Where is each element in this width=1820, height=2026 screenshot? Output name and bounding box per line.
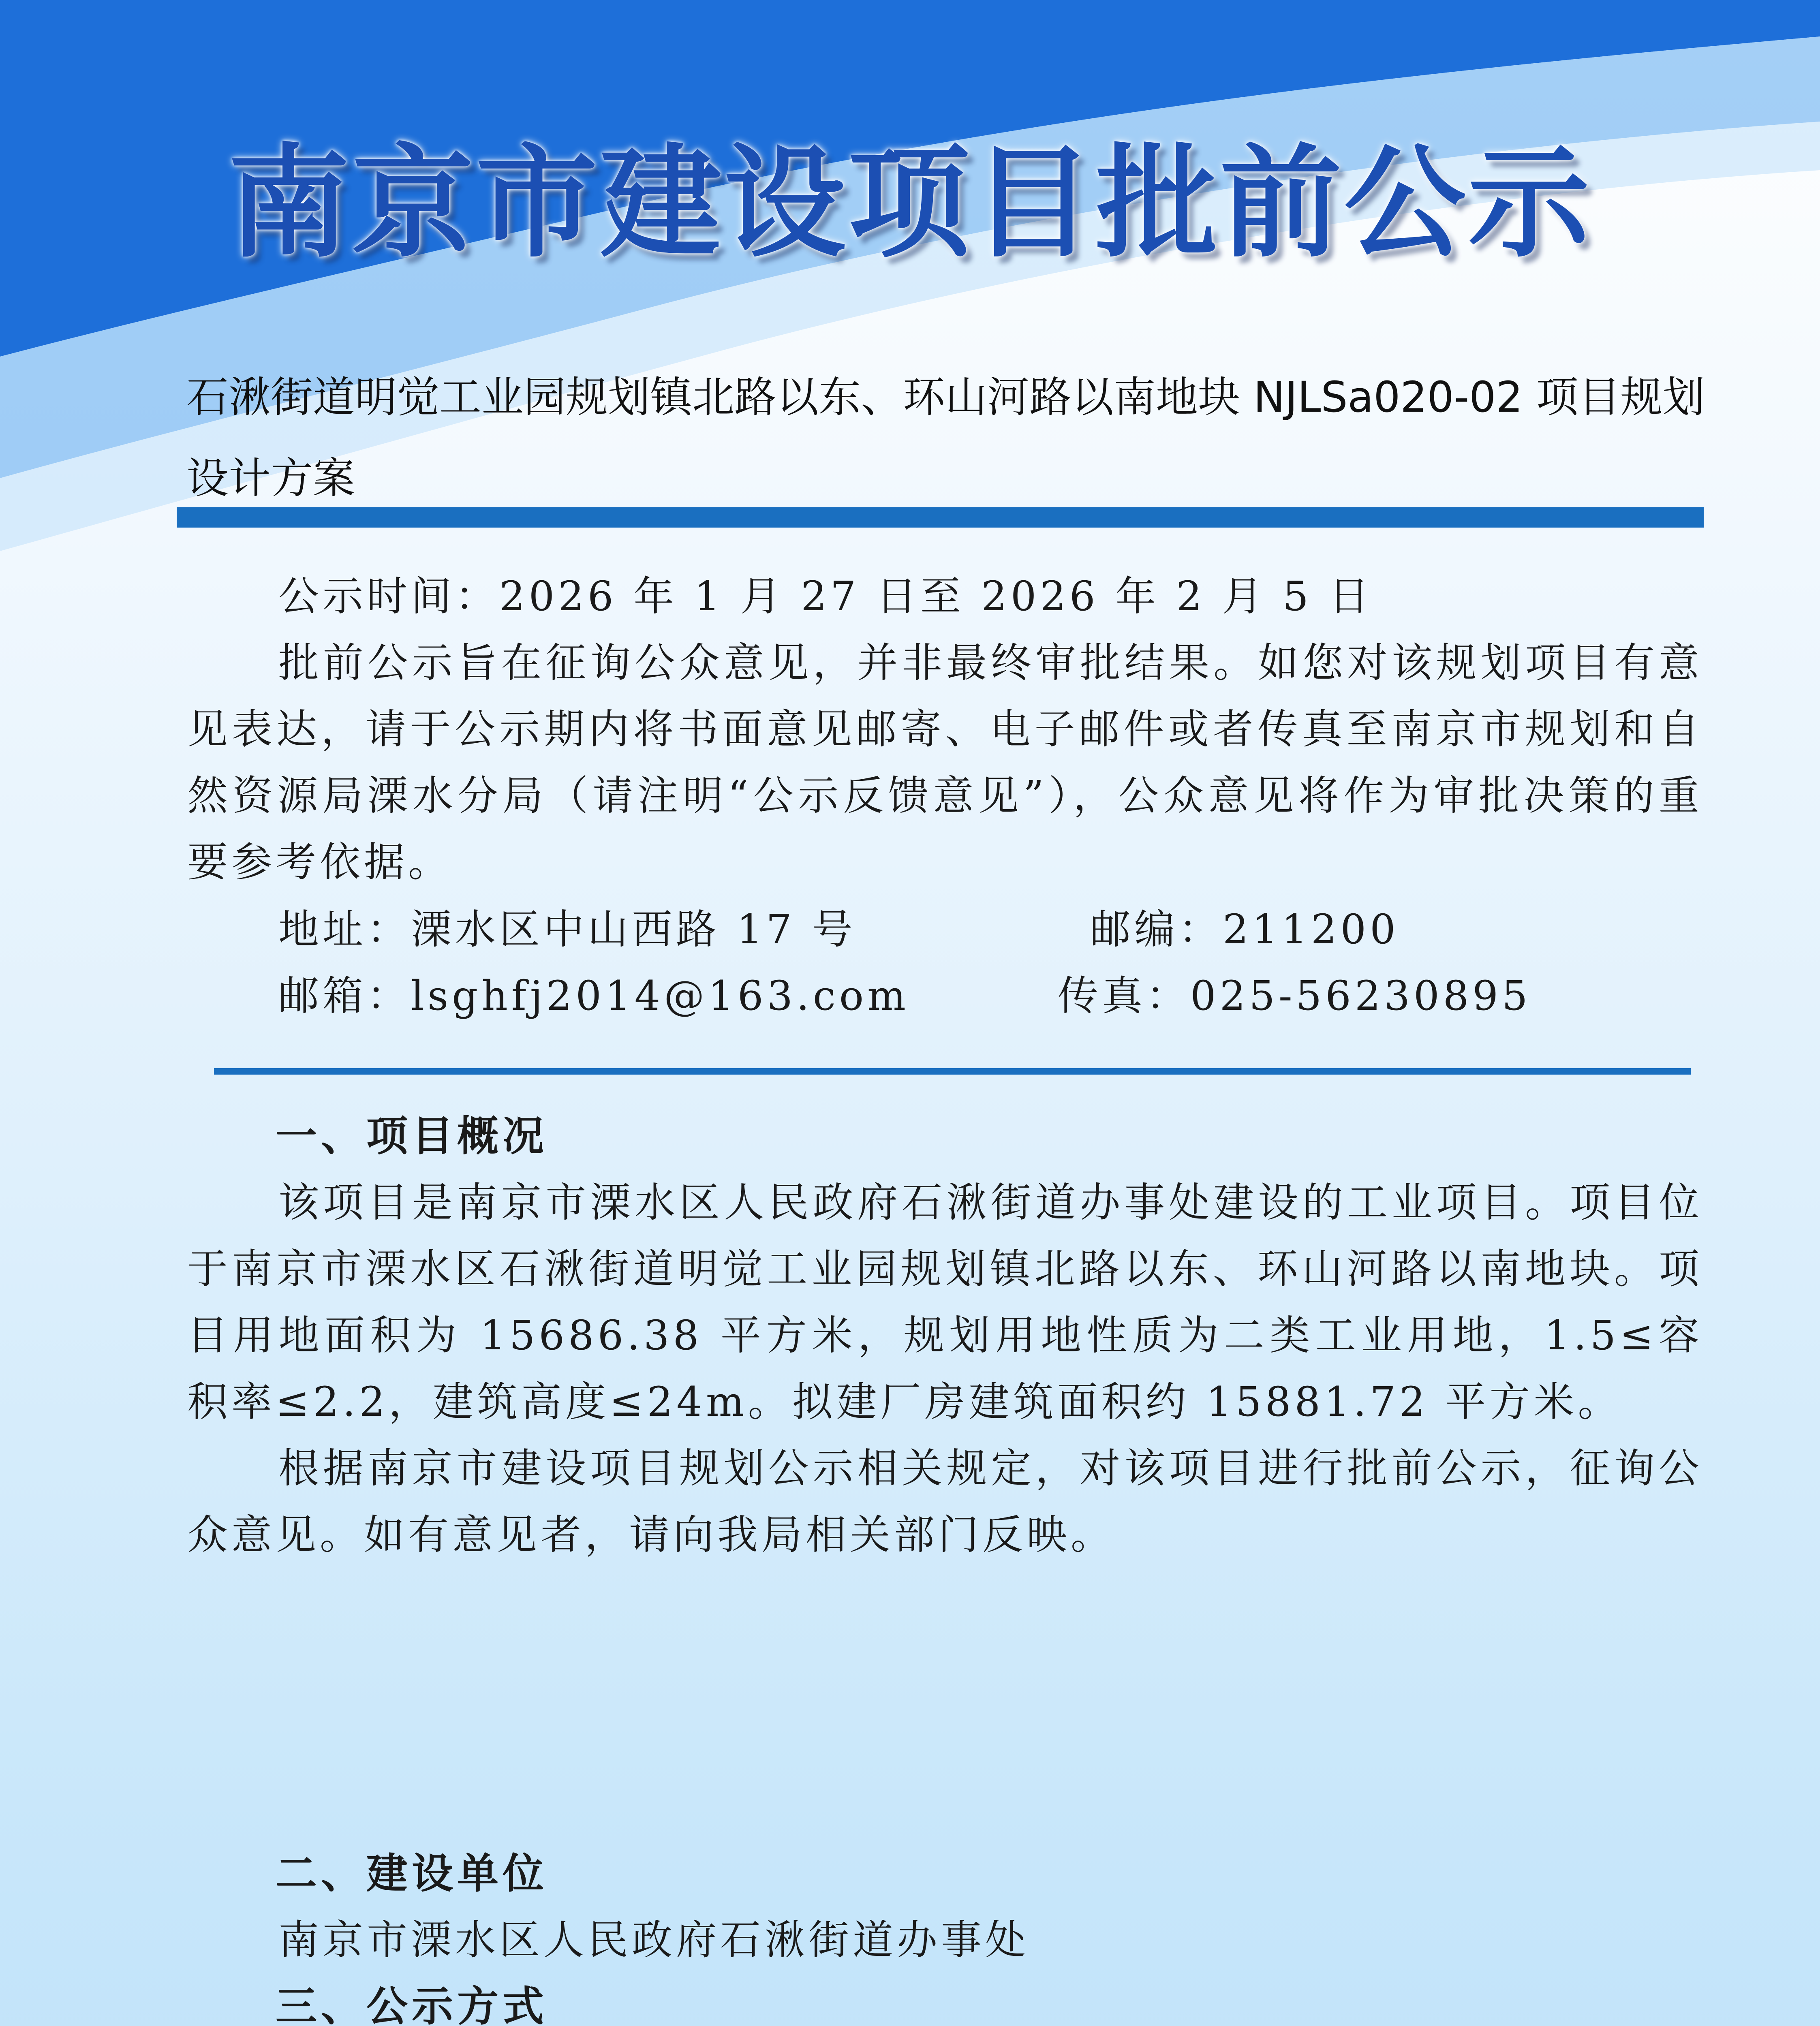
contact-email[interactable]: 邮箱：lsghfj2014@163.com [278,972,909,1019]
section-heading-overview: 一、项目概况 [276,1112,548,1160]
notice-title: 南京市建设项目批前公示 [228,131,1592,274]
overview-paragraph-2: 根据南京市建设项目规划公示相关规定，对该项目进行批前公示，征询公众意见。如有意见者，请向我局相关部门反映。 [187,1445,1703,1558]
contact-postcode: 邮编：211200 [1090,906,1399,953]
contact-divider [214,1068,1691,1075]
notice-purpose: 批前公示旨在征询公众意见，并非最终审批结果。如您对该规划项目有意见表达，请于公示期内将书面意见邮寄、电子邮件或者传真至南京市规划和自然资源局溧水分局（请注明“公示反馈意见”），公众意见将作为审批决策的重要参考依据。 [187,639,1703,886]
builder-name: 南京市溧水区人民政府石湫街道办事处 [278,1916,1029,1964]
overview-paragraph-1: 该项目是南京市溧水区人民政府石湫街道办事处建设的工业项目。项目位于南京市溧水区石湫街道明觉工业园规划镇北路以东、环山河路以南地块。项目用地面积为 15686.38 平方米，规划用地性质为二类工业用地，1.5≤容积率≤2.2，建筑高度≤24m。拟建厂房建筑面积约 15881.72 平方米。 [187,1179,1703,1425]
project-title: 石湫街道明觉工业园规划镇北路以东、环山河路以南地块 NJLSa020-02 项目规划设计方案 [186,372,1705,503]
contact-fax: 传真：025-56230895 [1058,972,1531,1019]
section-heading-builder: 二、建设单位 [276,1849,548,1898]
header-divider [177,507,1704,528]
contact-address: 地址：溧水区中山西路 17 号 [278,906,856,953]
notice-period: 公示时间：2026 年 1 月 27 日至 2026 年 2 月 5 日 [278,573,1373,620]
section-heading-method: 三、公示方式 [276,1982,548,2026]
